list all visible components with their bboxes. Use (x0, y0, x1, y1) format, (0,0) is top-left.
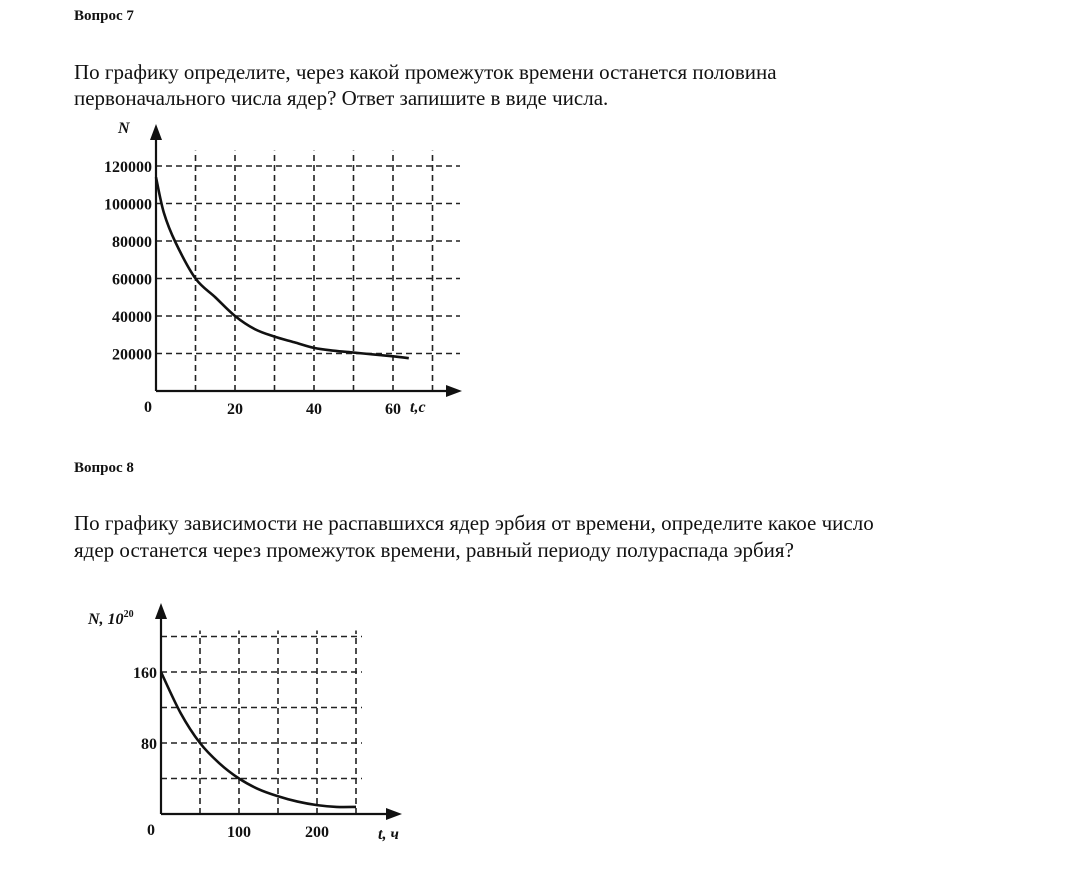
chart1-series-line (156, 177, 409, 358)
chart1-y-tick-label: 60000 (112, 271, 152, 289)
chart2-y-axis-label-exponent: 20 (123, 609, 134, 620)
question-8-text-line-2: ядер останется через промежуток времени, равный периоду полураспада эрбия? (74, 538, 794, 562)
chart1-x-tick-label: 20 (227, 401, 243, 418)
chart1-y-tick-label: 20000 (112, 346, 152, 364)
question-7-title: Вопрос 7 (74, 8, 134, 24)
chart1-y-axis-arrow (150, 124, 162, 140)
chart2-y-axis-arrow (155, 603, 167, 619)
chart1-y-tick-label: 80000 (112, 234, 152, 251)
chart1-x-axis-label: t,c (410, 399, 426, 416)
chart2-y-axis-label: N, $10^{20}$ (88, 609, 134, 628)
chart1-y-tick-label: 120000 (104, 159, 152, 176)
chart2-y-tick-label: 80 (141, 736, 157, 753)
chart2-x-tick-label: 100 (227, 824, 251, 841)
chart2-x-axis-label: t, ч (378, 826, 399, 843)
chart1-y-tick-label: 100000 (104, 196, 152, 214)
chart1-y-axis-label: N (118, 120, 130, 137)
chart2-origin-label: 0 (147, 822, 155, 839)
question-7-text-line-1: По графику определите, через какой промежуток времени останется половина (74, 60, 777, 84)
chart2-series-line (161, 672, 356, 807)
chart1-x-axis-arrow (446, 385, 462, 397)
chart1-x-tick-label: 40 (306, 401, 322, 418)
question-7-text-line-2: первоначального числа ядер? Ответ запишите в виде числа. (74, 86, 609, 110)
chart2-x-axis-arrow (386, 808, 402, 820)
question-8-text-line-1: По графику зависимости не распавшихся ядер эрбия от времени, определите какое число (74, 511, 874, 535)
chart2-x-tick-label: 200 (305, 824, 329, 841)
chart1-x-tick-label: 60 (385, 401, 401, 418)
chart2-y-tick-label: 160 (133, 665, 157, 682)
question-8-title: Вопрос 8 (74, 460, 134, 476)
chart1-origin-label: 0 (144, 399, 152, 416)
chart1-y-tick-label: 40000 (112, 309, 152, 326)
